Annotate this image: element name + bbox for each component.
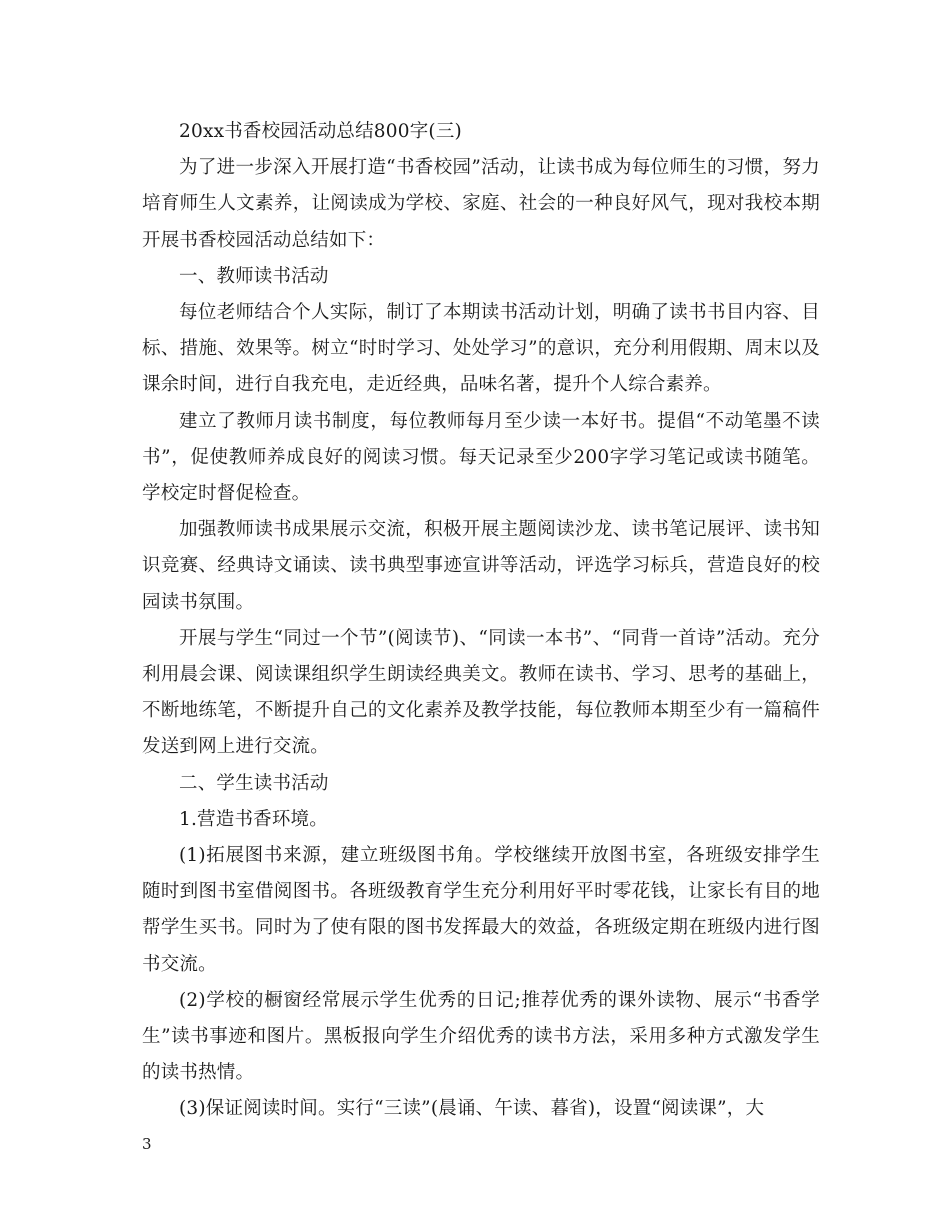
paragraph-showcase: (2)学校的橱窗经常展示学生优秀的日记;推荐优秀的课外读物、展示“书香学生”读书事迹和图片。黑板报向学生介绍优秀的读书方法，采用多种方式激发学生的读书热情。 (142, 989, 820, 1084)
paragraph-book-corner: (1)拓展图书来源，建立班级图书角。学校继续开放图书室，各班级安排学生随时到图书室借阅图书。各班级教育学生充分利用好平时零花钱，让家长有目的地帮学生买书。同时为了使有限的图书发挥最大的效益，各班级定期在班级内进行图书交流。 (142, 845, 820, 975)
paragraph-joint-activities: 开展与学生“同过一个节”(阅读节)、“同读一本书”、“同背一首诗”活动。充分利用晨会课、阅读课组织学生朗读经典美文。教师在读书、学习、思考的基础上，不断地练笔，不断提升自己的文化素养及教学技能，每位教师本期至少有一篇稿件发送到网上进行交流。 (142, 627, 820, 758)
paragraph-exchange: 加强教师读书成果展示交流，积极开展主题阅读沙龙、读书笔记展评、读书知识竞赛、经典诗文诵读、读书典型事迹宣讲等活动，评选学习标兵，营造良好的校园读书氛围。 (142, 519, 820, 613)
section-heading-teacher-reading: 一、教师读书活动 (179, 265, 329, 287)
paragraph-monthly-reading: 建立了教师月读书制度，每位教师每月至少读一本好书。提倡“不动笔墨不读书”，促使教师养成良好的阅读习惯。每天记录至少200字学习笔记或读书随笔。学校定时督促检查。 (142, 410, 820, 505)
paragraph-reading-time: (3)保证阅读时间。实行“三读”(晨诵、午读、暮省)，设置“阅读课”，大 (179, 1098, 765, 1120)
subheading-environment: 1.营造书香环境。 (179, 808, 328, 830)
paragraph-teacher-plan: 每位老师结合个人实际，制订了本期读书活动计划，明确了读书书目内容、目标、措施、效果等。树立“时时学习、处处学习”的意识，充分利用假期、周末以及课余时间，进行自我充电，走近经典，品味名著，提升个人综合素养。 (142, 302, 820, 396)
document-title: 20xx书香校园活动总结800字(三) (179, 121, 462, 142)
document-body (142, 114, 820, 1128)
page-number: 3 (142, 1135, 152, 1153)
paragraph-intro: 为了进一步深入开展打造“书香校园”活动，让读书成为每位师生的习惯，努力培育师生人文素养，让阅读成为学校、家庭、社会的一种良好风气，现对我校本期开展书香校园活动总结如下： (142, 157, 820, 251)
section-heading-student-reading: 二、学生读书活动 (179, 772, 329, 794)
